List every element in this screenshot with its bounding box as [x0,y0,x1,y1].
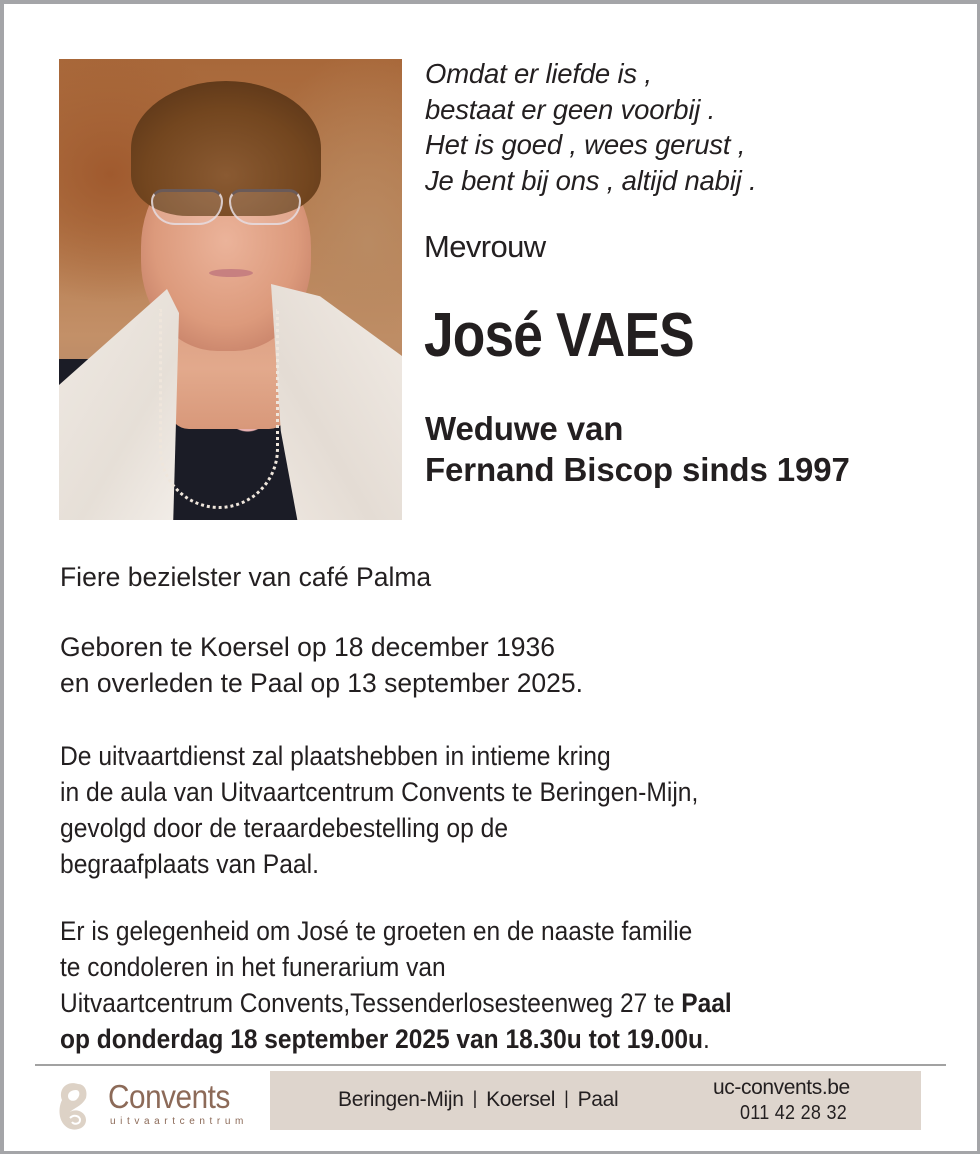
location-koersel: Koersel [486,1088,556,1111]
poem [425,56,756,198]
photo-pearl-necklace [159,309,279,509]
poem-line: Het is goed , wees gerust , [425,129,746,160]
service-line: De uitvaartdienst zal plaatshebben in intieme kring [60,741,611,771]
portrait-photo [59,59,402,520]
location-separator: | [472,1088,478,1108]
convents-swirl-logo-icon [56,1078,92,1132]
visitation-line: te condoleren in het funerarium van [60,952,446,982]
visitation-datetime: op donderdag 18 september 2025 van 18.30u tot 19.00u [60,1024,704,1054]
service-line: begraafplaats van Paal. [60,849,319,879]
death-line: en overleden te Paal op 13 september 2025. [60,668,584,698]
location-separator: | [564,1088,569,1108]
obituary-page [4,4,977,1151]
tagline: Fiere bezielster van café Palma [60,562,432,592]
visitation-line: Er is gelegenheid om José te groeten en de naaste familie [60,916,693,946]
logo-subtitle: uitvaartcentrum [110,1116,248,1127]
honorific: Mevrouw [424,229,546,264]
service-line: gevolgd door de teraardebestelling op de [60,813,509,843]
deceased-name: José VAES [424,301,694,370]
location-beringen-mijn: Beringen-Mijn [338,1088,464,1111]
visitation-period: . [703,1024,710,1054]
visitation-paragraph [60,913,732,1057]
phone-number[interactable]: 011 42 28 32 [740,1102,848,1124]
photo-glasses-right [229,189,301,225]
widow-line: Weduwe van [425,410,624,447]
photo-glasses-left [151,189,223,225]
widow-statement [425,408,850,490]
locations-list [338,1088,618,1112]
poem-line: Omdat er liefde is , [425,58,652,89]
visitation-line [60,1021,732,1057]
visitation-place: Paal [681,988,732,1018]
birth-death-paragraph [60,629,583,701]
website-link[interactable]: uc-convents.be [713,1076,850,1099]
photo-mouth [209,269,253,277]
funeral-service-paragraph [60,738,698,882]
poem-line: Je bent bij ons , altijd nabij . [425,164,757,196]
birth-line: Geboren te Koersel op 18 december 1936 [60,632,555,662]
location-paal: Paal [577,1088,619,1111]
visitation-address: Uitvaartcentrum Convents,Tessenderlosesteenweg 27 te [60,988,682,1018]
footer-separator [35,1064,946,1066]
poem-line: bestaat er geen voorbij . [425,93,716,125]
convents-logo [56,1076,261,1136]
logo-wordmark: Convents [108,1078,230,1115]
widow-line: Fernand Biscop sinds 1997 [425,451,850,488]
visitation-line [60,985,732,1021]
service-line: in de aula van Uitvaartcentrum Convents te Beringen-Mijn, [60,777,699,807]
contact-band [270,1071,921,1130]
